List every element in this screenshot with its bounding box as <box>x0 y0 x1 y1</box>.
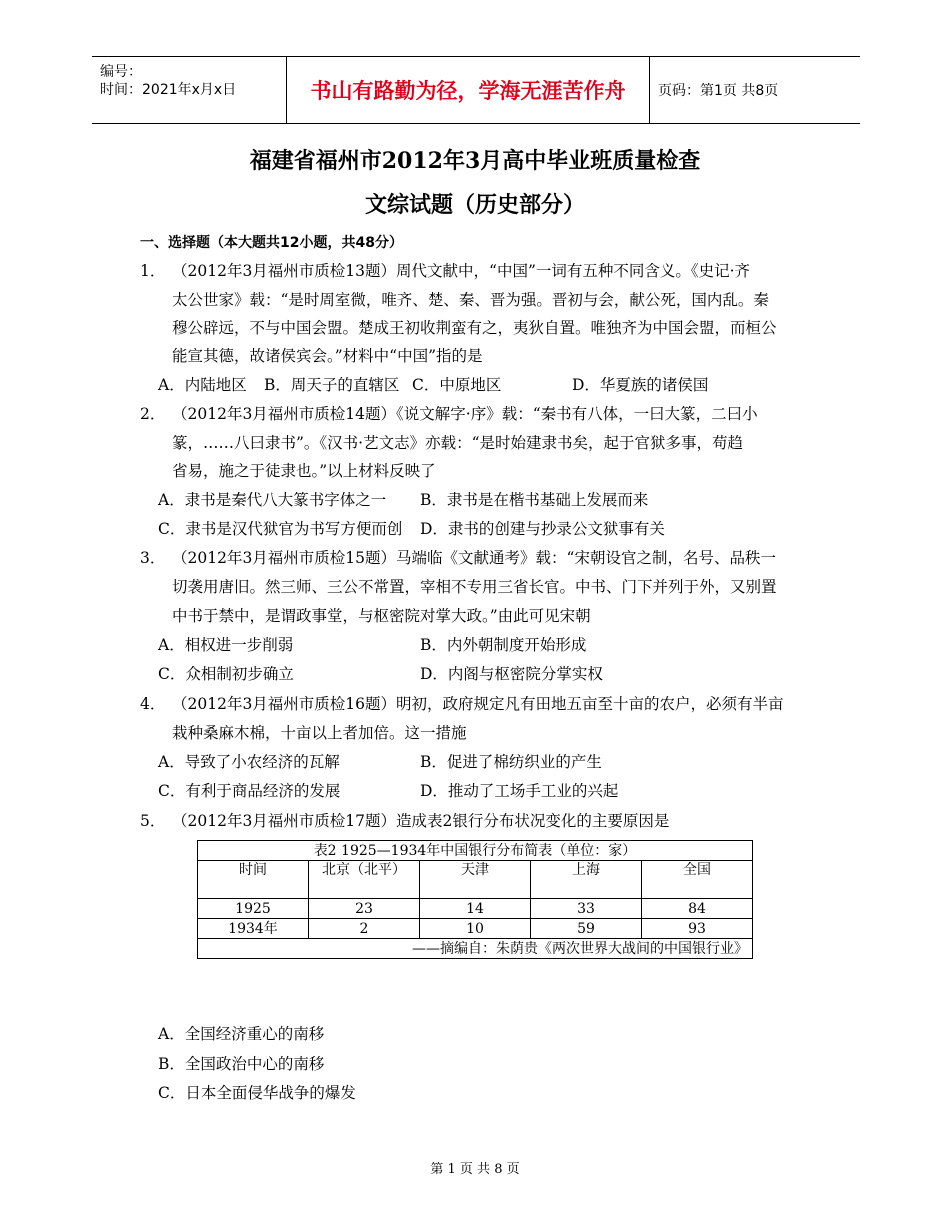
date-label: 时间：2021年x月x日 <box>100 82 237 98</box>
option-b: B．内外朝制度开始形成 <box>420 636 587 654</box>
option-b: B．促进了棉纺织业的产生 <box>420 753 602 771</box>
question-number: 5． <box>140 812 166 830</box>
question-text-line: 篆，……八曰隶书”。《汉书·艺文志》亦载：“是时始建隶书矣，起于官狱多事，苟趋 <box>172 434 744 452</box>
question-number: 1． <box>140 262 166 280</box>
table-caption: 表2 1925—1934年中国银行分布简表（单位：家） <box>198 841 753 861</box>
table-header-cell: 全国 <box>642 861 753 899</box>
question-number: 4． <box>140 695 166 713</box>
option-b: B．隶书是在楷书基础上发展而来 <box>420 491 649 509</box>
table-header-cell: 天津 <box>420 861 531 899</box>
table-source: ——摘编自：朱荫贵《两次世界大战间的中国银行业》 <box>198 939 753 959</box>
option-c: C．众相制初步确立 <box>158 665 294 683</box>
option-a: A．内陆地区 <box>158 376 247 394</box>
question-text-line: 栽种桑麻木棉，十亩以上者加倍。这一措施 <box>172 724 467 742</box>
table-cell: 10 <box>420 919 531 939</box>
table-cell: 1925 <box>198 899 309 919</box>
question-text-line: 穆公辟远，不与中国会盟。楚成王初收荆蛮有之，夷狄自置。唯独齐为中国会盟，而桓公 <box>172 319 777 337</box>
document-header <box>92 56 860 124</box>
option-d: D．推动了工场手工业的兴起 <box>420 782 619 800</box>
motto: 书山有路勤为径，学海无涯苦作舟 <box>286 57 650 123</box>
table-cell: 33 <box>531 899 642 919</box>
option-a: A．导致了小农经济的瓦解 <box>158 753 340 771</box>
question-number: 2． <box>140 405 166 423</box>
table-row <box>198 899 753 919</box>
question-text-line: 太公世家》载：“是时周室微，唯齐、楚、秦、晋为强。晋初与会，献公死，国内乱。秦 <box>172 291 769 309</box>
table-row <box>198 919 753 939</box>
section-heading: 一、选择题（本大题共12小题，共48分） <box>140 235 403 251</box>
option-b: B．周天子的直辖区 <box>264 376 400 394</box>
code-label: 编号： <box>100 64 142 80</box>
option-c: C．中原地区 <box>412 376 502 394</box>
option-d: D．华夏族的诸侯国 <box>572 376 709 394</box>
option-a: A．全国经济重心的南移 <box>158 1025 325 1043</box>
question-text-line: 切袭用唐旧。然三师、三公不常置，宰相不专用三省长官。中书、门下并列于外，又别置 <box>172 578 777 596</box>
table-cell: 23 <box>309 899 420 919</box>
header-meta <box>92 57 286 123</box>
option-c: C．日本全面侵华战争的爆发 <box>158 1084 356 1102</box>
question-text-line: （2012年3月福州市质检16题）明初，政府规定凡有田地五亩至十亩的农户，必须有半亩 <box>172 695 784 713</box>
table-cell: 2 <box>309 919 420 939</box>
page-subtitle: 文综试题（历史部分） <box>364 192 585 218</box>
table-header-cell: 上海 <box>531 861 642 899</box>
option-a: A．隶书是秦代八大篆书字体之一 <box>158 491 387 509</box>
question-text-line: 中书于禁中，是谓政事堂，与枢密院对掌大政。”由此可见宋朝 <box>172 607 591 625</box>
table-cell: 14 <box>420 899 531 919</box>
table-header-cell: 北京（北平） <box>309 861 420 899</box>
page-title: 福建省福州市2012年3月高中毕业班质量检查 <box>249 148 701 174</box>
option-c: C．隶书是汉代狱官为书写方便而创 <box>158 520 403 538</box>
option-d: D．隶书的创建与抄录公文狱事有关 <box>420 520 665 538</box>
table-cell: 1934年 <box>198 919 309 939</box>
question-text-line: （2012年3月福州市质检15题）马端临《文献通考》载：“宋朝设官之制，名号、品秩一 <box>172 549 776 567</box>
question-text-line: 能宣其德，故诸侯宾会。”材料中“中国”指的是 <box>172 347 483 365</box>
table-cell: 59 <box>531 919 642 939</box>
option-c: C．有利于商品经济的发展 <box>158 782 341 800</box>
table-cell: 93 <box>642 919 753 939</box>
page-footer: 第 1 页 共 8 页 <box>430 1162 520 1177</box>
page-info: 页码：第1页 共8页 <box>658 83 779 99</box>
table-cell: 84 <box>642 899 753 919</box>
option-a: A．相权进一步削弱 <box>158 636 294 654</box>
bank-distribution-table <box>197 840 753 959</box>
question-number: 3． <box>140 549 166 567</box>
option-d: D．内阁与枢密院分掌实权 <box>420 665 603 683</box>
question-text-line: （2012年3月福州市质检17题）造成表2银行分布状况变化的主要原因是 <box>172 812 670 830</box>
question-text-line: （2012年3月福州市质检14题）《说文解字·序》载：“秦书有八体，一曰大篆，二曰小 <box>172 405 758 423</box>
question-text-line: 省易，施之于徒隶也。”以上材料反映了 <box>172 462 436 480</box>
option-b: B．全国政治中心的南移 <box>158 1055 325 1073</box>
question-text-line: （2012年3月福州市质检13题）周代文献中，“中国”一词有五种不同含义。《史记·齐 <box>172 262 751 280</box>
table-header-cell: 时间 <box>198 861 309 899</box>
